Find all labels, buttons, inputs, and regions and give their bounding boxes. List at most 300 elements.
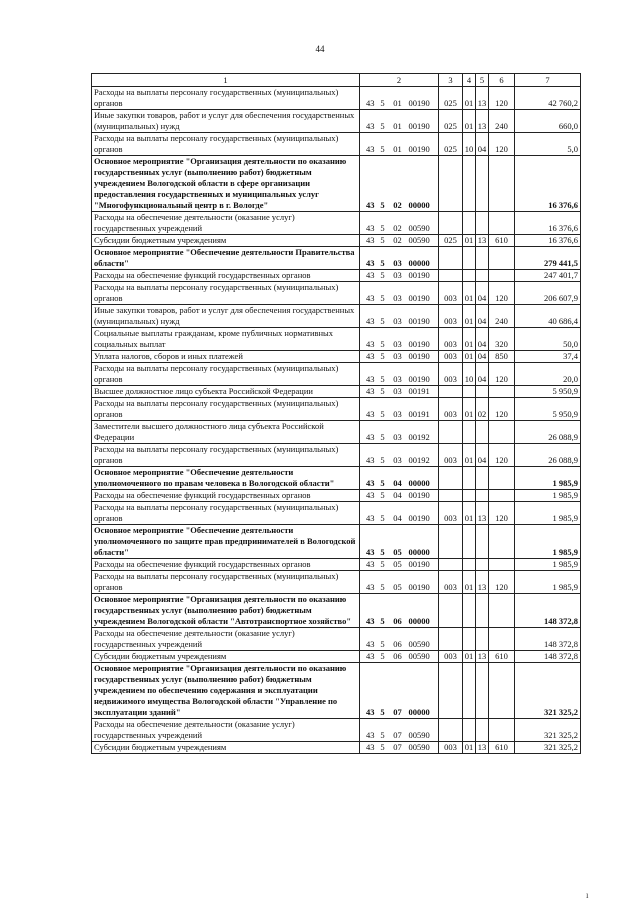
code-part-4: 00192	[407, 444, 439, 467]
col-6-code: 120	[489, 398, 515, 421]
code-part-2: 5	[377, 270, 389, 282]
amount: 1 985,9	[515, 490, 581, 502]
col-3-code: 003	[439, 363, 463, 386]
col-5-code: 13	[476, 571, 489, 594]
budget-table	[91, 73, 581, 754]
col-6-code: 120	[489, 87, 515, 110]
col-4-code	[463, 421, 476, 444]
col-3-code	[439, 247, 463, 270]
code-part-4: 00000	[407, 247, 439, 270]
col-5-code: 04	[476, 133, 489, 156]
amount: 148 372,8	[515, 628, 581, 651]
col-4-code: 01	[463, 235, 476, 247]
table-row	[92, 594, 581, 628]
code-part-2: 5	[377, 328, 389, 351]
amount: 16 376,6	[515, 156, 581, 212]
col-5-code: 13	[476, 651, 489, 663]
amount: 1 985,9	[515, 559, 581, 571]
row-name: Субсидии бюджетным учреждениям	[92, 742, 360, 754]
col-5-code	[476, 559, 489, 571]
col-6-code	[489, 270, 515, 282]
amount: 247 401,7	[515, 270, 581, 282]
row-name: Основное мероприятие "Обеспечение деятельности уполномоченного по защите прав предпринимателей в Вологодской области"	[92, 525, 360, 559]
code-part-3: 07	[389, 742, 407, 754]
code-part-2: 5	[377, 386, 389, 398]
amount: 26 088,9	[515, 421, 581, 444]
code-part-4: 00590	[407, 719, 439, 742]
col-4-code	[463, 525, 476, 559]
col-6-code: 120	[489, 571, 515, 594]
code-part-3: 03	[389, 363, 407, 386]
table-row	[92, 490, 581, 502]
code-part-3: 03	[389, 305, 407, 328]
col-5-code: 02	[476, 398, 489, 421]
col-6-code	[489, 719, 515, 742]
code-part-2: 5	[377, 651, 389, 663]
row-name: Высшее должностное лицо субъекта Российской Федерации	[92, 386, 360, 398]
table-row	[92, 156, 581, 212]
code-part-3: 03	[389, 270, 407, 282]
amount: 5 950,9	[515, 398, 581, 421]
code-part-1: 43	[360, 628, 377, 651]
code-part-2: 5	[377, 282, 389, 305]
code-part-1: 43	[360, 212, 377, 235]
amount: 206 607,9	[515, 282, 581, 305]
row-name: Расходы на обеспечение деятельности (оказание услуг) государственных учреждений	[92, 628, 360, 651]
row-name: Субсидии бюджетным учреждениям	[92, 235, 360, 247]
col-3-code	[439, 421, 463, 444]
code-part-1: 43	[360, 444, 377, 467]
col-3-code: 003	[439, 502, 463, 525]
code-part-2: 5	[377, 467, 389, 490]
col-6-code: 850	[489, 351, 515, 363]
code-part-2: 5	[377, 212, 389, 235]
header-col-2: 2	[360, 74, 439, 87]
col-3-code	[439, 559, 463, 571]
row-name: Уплата налогов, сборов и иных платежей	[92, 351, 360, 363]
row-name: Расходы на обеспечение функций государственных органов	[92, 490, 360, 502]
code-part-2: 5	[377, 663, 389, 719]
code-part-1: 43	[360, 571, 377, 594]
code-part-3: 03	[389, 386, 407, 398]
col-5-code	[476, 525, 489, 559]
col-5-code: 13	[476, 502, 489, 525]
col-4-code: 01	[463, 351, 476, 363]
code-part-3: 07	[389, 663, 407, 719]
code-part-4: 00190	[407, 110, 439, 133]
col-5-code	[476, 421, 489, 444]
col-5-code	[476, 212, 489, 235]
col-6-code	[489, 247, 515, 270]
code-part-1: 43	[360, 398, 377, 421]
code-part-2: 5	[377, 502, 389, 525]
col-3-code: 003	[439, 351, 463, 363]
row-name: Основное мероприятие "Организация деятельности по оказанию государственных услуг (выполнению работ) бюджетным учреждением Вологодской области в сфере организации предоставления государственных и муниципальных услуг "Многофункциональный центр в г. Вологде"	[92, 156, 360, 212]
amount: 20,0	[515, 363, 581, 386]
col-6-code	[489, 212, 515, 235]
table-row	[92, 559, 581, 571]
code-part-4: 00190	[407, 270, 439, 282]
code-part-3: 03	[389, 444, 407, 467]
code-part-1: 43	[360, 247, 377, 270]
table-row	[92, 444, 581, 467]
code-part-3: 06	[389, 651, 407, 663]
col-3-code: 003	[439, 305, 463, 328]
code-part-2: 5	[377, 594, 389, 628]
col-5-code	[476, 467, 489, 490]
col-6-code: 120	[489, 502, 515, 525]
code-part-3: 05	[389, 559, 407, 571]
amount: 26 088,9	[515, 444, 581, 467]
code-part-4: 00191	[407, 386, 439, 398]
code-part-4: 00190	[407, 87, 439, 110]
code-part-3: 03	[389, 282, 407, 305]
col-3-code	[439, 270, 463, 282]
col-5-code: 04	[476, 444, 489, 467]
col-3-code	[439, 663, 463, 719]
code-part-3: 07	[389, 719, 407, 742]
col-6-code: 610	[489, 235, 515, 247]
table-row	[92, 363, 581, 386]
table-row	[92, 133, 581, 156]
code-part-1: 43	[360, 719, 377, 742]
col-5-code: 04	[476, 305, 489, 328]
col-4-code	[463, 247, 476, 270]
code-part-2: 5	[377, 156, 389, 212]
col-5-code: 13	[476, 87, 489, 110]
code-part-1: 43	[360, 351, 377, 363]
code-part-3: 03	[389, 351, 407, 363]
col-4-code: 01	[463, 742, 476, 754]
row-name: Расходы на обеспечение функций государственных органов	[92, 559, 360, 571]
header-col-5: 5	[476, 74, 489, 87]
col-6-code: 240	[489, 305, 515, 328]
row-name: Расходы на обеспечение деятельности (оказание услуг) государственных учреждений	[92, 719, 360, 742]
code-part-4: 00192	[407, 421, 439, 444]
col-6-code	[489, 663, 515, 719]
col-3-code	[439, 525, 463, 559]
row-name: Основное мероприятие "Обеспечение деятельности Правительства области"	[92, 247, 360, 270]
row-name: Расходы на выплаты персоналу государственных (муниципальных) органов	[92, 571, 360, 594]
code-part-2: 5	[377, 421, 389, 444]
header-col-4: 4	[463, 74, 476, 87]
code-part-1: 43	[360, 467, 377, 490]
col-6-code	[489, 421, 515, 444]
table-row	[92, 525, 581, 559]
code-part-4: 00190	[407, 328, 439, 351]
code-part-2: 5	[377, 525, 389, 559]
row-name: Расходы на выплаты персоналу государственных (муниципальных) органов	[92, 398, 360, 421]
code-part-1: 43	[360, 490, 377, 502]
col-5-code: 04	[476, 351, 489, 363]
col-6-code: 120	[489, 444, 515, 467]
code-part-2: 5	[377, 305, 389, 328]
code-part-1: 43	[360, 282, 377, 305]
col-4-code	[463, 628, 476, 651]
table-row	[92, 398, 581, 421]
code-part-1: 43	[360, 363, 377, 386]
col-6-code	[489, 594, 515, 628]
row-name: Расходы на выплаты персоналу государственных (муниципальных) органов	[92, 502, 360, 525]
col-3-code: 003	[439, 742, 463, 754]
table-row	[92, 386, 581, 398]
col-3-code: 025	[439, 87, 463, 110]
code-part-1: 43	[360, 525, 377, 559]
corner-mark: ı	[586, 890, 589, 900]
table-row	[92, 651, 581, 663]
code-part-3: 04	[389, 490, 407, 502]
code-part-4: 00191	[407, 398, 439, 421]
code-part-3: 04	[389, 502, 407, 525]
code-part-3: 03	[389, 247, 407, 270]
header-col-1: 1	[92, 74, 360, 87]
amount: 321 325,2	[515, 719, 581, 742]
code-part-3: 01	[389, 133, 407, 156]
col-4-code	[463, 212, 476, 235]
code-part-1: 43	[360, 651, 377, 663]
col-4-code: 10	[463, 133, 476, 156]
code-part-1: 43	[360, 110, 377, 133]
col-6-code: 120	[489, 133, 515, 156]
col-6-code	[489, 386, 515, 398]
col-6-code	[489, 628, 515, 651]
col-6-code	[489, 467, 515, 490]
col-4-code: 01	[463, 328, 476, 351]
table-row	[92, 502, 581, 525]
page-number: 44	[315, 44, 325, 54]
code-part-4: 00190	[407, 133, 439, 156]
table-row	[92, 270, 581, 282]
table-row	[92, 282, 581, 305]
col-5-code: 13	[476, 110, 489, 133]
col-6-code: 610	[489, 651, 515, 663]
code-part-2: 5	[377, 133, 389, 156]
table-row	[92, 87, 581, 110]
row-name: Субсидии бюджетным учреждениям	[92, 651, 360, 663]
col-4-code: 01	[463, 571, 476, 594]
table-row	[92, 247, 581, 270]
col-3-code	[439, 490, 463, 502]
col-6-code: 120	[489, 363, 515, 386]
col-4-code	[463, 559, 476, 571]
code-part-2: 5	[377, 628, 389, 651]
col-6-code	[489, 490, 515, 502]
amount: 16 376,6	[515, 235, 581, 247]
code-part-4: 00190	[407, 559, 439, 571]
table-row	[92, 421, 581, 444]
col-5-code: 04	[476, 282, 489, 305]
code-part-4: 00000	[407, 594, 439, 628]
col-5-code	[476, 247, 489, 270]
col-3-code: 003	[439, 398, 463, 421]
row-name: Расходы на выплаты персоналу государственных (муниципальных) органов	[92, 87, 360, 110]
code-part-2: 5	[377, 742, 389, 754]
col-4-code	[463, 270, 476, 282]
code-part-4: 00000	[407, 663, 439, 719]
table-row	[92, 663, 581, 719]
code-part-3: 04	[389, 467, 407, 490]
col-3-code	[439, 156, 463, 212]
code-part-3: 02	[389, 156, 407, 212]
code-part-3: 01	[389, 87, 407, 110]
col-4-code: 01	[463, 444, 476, 467]
code-part-4: 00000	[407, 525, 439, 559]
amount: 5,0	[515, 133, 581, 156]
col-4-code	[463, 490, 476, 502]
code-part-2: 5	[377, 87, 389, 110]
col-4-code: 01	[463, 651, 476, 663]
col-4-code	[463, 663, 476, 719]
code-part-4: 00590	[407, 742, 439, 754]
col-5-code	[476, 270, 489, 282]
code-part-4: 00000	[407, 467, 439, 490]
amount: 321 325,2	[515, 742, 581, 754]
code-part-3: 06	[389, 594, 407, 628]
code-part-2: 5	[377, 398, 389, 421]
code-part-1: 43	[360, 235, 377, 247]
col-5-code	[476, 719, 489, 742]
col-6-code	[489, 156, 515, 212]
code-part-3: 03	[389, 398, 407, 421]
table-row	[92, 328, 581, 351]
amount: 148 372,8	[515, 594, 581, 628]
amount: 37,4	[515, 351, 581, 363]
col-3-code	[439, 212, 463, 235]
col-5-code: 13	[476, 235, 489, 247]
col-4-code	[463, 719, 476, 742]
code-part-2: 5	[377, 351, 389, 363]
code-part-4: 00000	[407, 156, 439, 212]
col-3-code	[439, 386, 463, 398]
code-part-1: 43	[360, 156, 377, 212]
col-5-code	[476, 490, 489, 502]
col-3-code: 003	[439, 282, 463, 305]
col-3-code	[439, 467, 463, 490]
code-part-1: 43	[360, 133, 377, 156]
amount: 148 372,8	[515, 651, 581, 663]
code-part-2: 5	[377, 719, 389, 742]
col-3-code: 003	[439, 328, 463, 351]
amount: 660,0	[515, 110, 581, 133]
code-part-1: 43	[360, 663, 377, 719]
row-name: Основное мероприятие "Обеспечение деятельности уполномоченного по правам человека в Вологодской области"	[92, 467, 360, 490]
amount: 1 985,9	[515, 525, 581, 559]
amount: 1 985,9	[515, 467, 581, 490]
row-name: Заместители высшего должностного лица субъекта Российской Федерации	[92, 421, 360, 444]
table-row	[92, 571, 581, 594]
code-part-2: 5	[377, 235, 389, 247]
col-3-code	[439, 719, 463, 742]
code-part-3: 03	[389, 421, 407, 444]
col-4-code: 01	[463, 87, 476, 110]
code-part-2: 5	[377, 444, 389, 467]
col-5-code	[476, 386, 489, 398]
col-4-code: 01	[463, 398, 476, 421]
col-3-code: 025	[439, 133, 463, 156]
col-3-code	[439, 594, 463, 628]
table-row	[92, 351, 581, 363]
col-4-code	[463, 156, 476, 212]
code-part-4: 00590	[407, 212, 439, 235]
code-part-4: 00190	[407, 305, 439, 328]
row-name: Расходы на выплаты персоналу государственных (муниципальных) органов	[92, 282, 360, 305]
table-row	[92, 719, 581, 742]
amount: 50,0	[515, 328, 581, 351]
code-part-3: 06	[389, 628, 407, 651]
col-5-code: 13	[476, 742, 489, 754]
amount: 16 376,6	[515, 212, 581, 235]
code-part-2: 5	[377, 363, 389, 386]
col-5-code: 04	[476, 328, 489, 351]
amount: 5 950,9	[515, 386, 581, 398]
code-part-3: 01	[389, 110, 407, 133]
code-part-1: 43	[360, 328, 377, 351]
code-part-3: 05	[389, 571, 407, 594]
code-part-2: 5	[377, 571, 389, 594]
header-col-6: 6	[489, 74, 515, 87]
col-4-code: 10	[463, 363, 476, 386]
header-col-7: 7	[515, 74, 581, 87]
col-5-code	[476, 663, 489, 719]
col-5-code	[476, 594, 489, 628]
col-4-code	[463, 386, 476, 398]
amount: 1 985,9	[515, 571, 581, 594]
col-6-code: 320	[489, 328, 515, 351]
row-name: Расходы на выплаты персоналу государственных (муниципальных) органов	[92, 444, 360, 467]
row-name: Расходы на обеспечение функций государственных органов	[92, 270, 360, 282]
code-part-1: 43	[360, 502, 377, 525]
col-3-code: 003	[439, 651, 463, 663]
amount: 1 985,9	[515, 502, 581, 525]
amount: 279 441,5	[515, 247, 581, 270]
col-6-code: 120	[489, 282, 515, 305]
col-4-code: 01	[463, 305, 476, 328]
code-part-1: 43	[360, 87, 377, 110]
table-row	[92, 305, 581, 328]
col-6-code	[489, 559, 515, 571]
table-row	[92, 467, 581, 490]
amount: 42 760,2	[515, 87, 581, 110]
code-part-4: 00190	[407, 282, 439, 305]
code-part-2: 5	[377, 559, 389, 571]
col-5-code	[476, 628, 489, 651]
code-part-1: 43	[360, 270, 377, 282]
row-name: Иные закупки товаров, работ и услуг для обеспечения государственных (муниципальных) нужд	[92, 110, 360, 133]
code-part-4: 00190	[407, 363, 439, 386]
code-part-1: 43	[360, 742, 377, 754]
col-4-code: 01	[463, 282, 476, 305]
header-col-3: 3	[439, 74, 463, 87]
code-part-2: 5	[377, 490, 389, 502]
row-name: Расходы на выплаты персоналу государственных (муниципальных) органов	[92, 133, 360, 156]
table-row	[92, 212, 581, 235]
code-part-3: 02	[389, 212, 407, 235]
code-part-1: 43	[360, 386, 377, 398]
row-name: Основное мероприятие "Организация деятельности по оказанию государственных услуг (выполнению работ) бюджетным учреждением по обеспечению содержания и эксплуатации недвижимого имущества Вологодской области "Управление по эксплуатации зданий"	[92, 663, 360, 719]
table-row	[92, 110, 581, 133]
code-part-4: 00590	[407, 628, 439, 651]
row-name: Основное мероприятие "Организация деятельности по оказанию государственных услуг (выполнению работ) бюджетным учреждением Вологодской области "Автотранспортное хозяйство"	[92, 594, 360, 628]
row-name: Расходы на выплаты персоналу государственных (муниципальных) органов	[92, 363, 360, 386]
header-row	[92, 74, 581, 87]
code-part-3: 05	[389, 525, 407, 559]
amount: 40 686,4	[515, 305, 581, 328]
code-part-1: 43	[360, 594, 377, 628]
code-part-3: 03	[389, 328, 407, 351]
col-6-code: 610	[489, 742, 515, 754]
table-row	[92, 742, 581, 754]
col-3-code: 025	[439, 110, 463, 133]
